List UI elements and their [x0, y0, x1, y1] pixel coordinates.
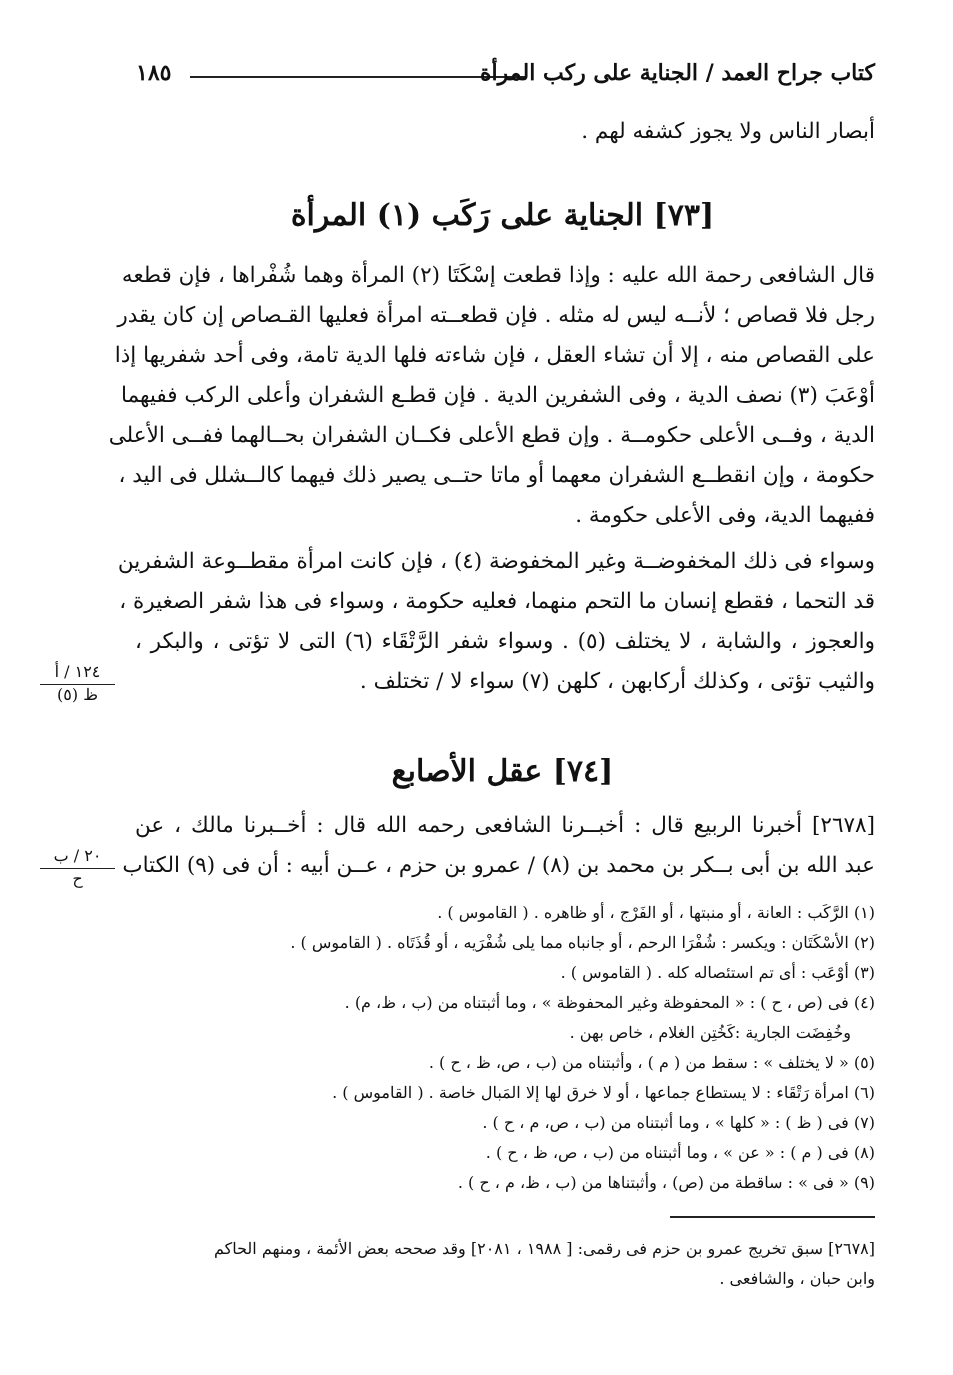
text-line: رجل فلا قصاص ؛ لأنــه ليس له مثله . فإن قطعــته امرأة فعليها القـصاص إن كان يقدر	[117, 303, 875, 328]
footnote: (٣) أوْعَب : أى تم استئصاله كله . ( القاموس ) .	[560, 963, 875, 982]
section-74-title: [٧٤] عقل الأصابع	[391, 754, 614, 789]
text-line: الدية ، وفــى الأعلى حكومــة . وإن قطع الأعلى فكــان الشفران بحــالهما ففــى الأعلى	[108, 423, 875, 448]
section-73-paragraph-2	[117, 542, 875, 702]
page-header	[130, 58, 875, 94]
footnote: (٤) فى (ص ، ح ) : « المحفوظة وغير المحفوظة » ، وما أثبتناه من (ب ، ظ، م) .	[344, 993, 875, 1012]
footnote: (٦) امرأة رَتْقَاء : لا يستطاع جماعها ، أو لا خرق لها إلا المَبال خاصة . ( القاموس ) .	[332, 1083, 875, 1102]
margin-folio-note	[40, 662, 115, 705]
footnote: (٢) الأسْكَتَان : ويكسر : شُفْرَا الرحم ، أو جانباه مما يلى شُفْرَيه ، أو قُذَتَاه . ( القاموس ) .	[290, 933, 875, 952]
running-title: كتاب جراح العمد / الجناية على ركب المرأة	[480, 60, 875, 86]
section-73-title: [٧٣] الجناية على رَكَب (١) المرأة	[290, 198, 715, 233]
text-line: قد التحما ، فقطع إنسان ما التحم منهما، فعليه حكومة ، وسواء فى هذا شفر الصغيرة ،	[119, 589, 875, 614]
section-73-paragraph-1	[108, 256, 875, 536]
source-note-line: وابن حبان ، والشافعى .	[719, 1269, 875, 1288]
text-line: عبد الله بن أبى بــكر بن محمد بن (٨) / عمرو بن حزم ، عــن أبيه : أن فى (٩) الكتاب	[122, 853, 875, 878]
margin-folio-ref: ٢٠ / ب	[40, 846, 115, 869]
footnote: (٨) فى ( م ) : « عن » ، وما أثبتناه من (ب ، ص، ظ ، ح ) .	[485, 1143, 875, 1162]
section-74-text	[122, 806, 875, 886]
margin-folio-ref: ١٢٤ / أ	[40, 662, 115, 685]
margin-folio-note	[40, 846, 115, 889]
opening-text: أبصار الناس ولا يجوز كشفه لهم .	[581, 119, 875, 144]
text-line: والعجوز ، والشابة ، لا يختلف (٥) . وسواء شفر الرَّتْقَاء (٦) التى لا تؤتى ، والبكر ،	[135, 629, 875, 654]
source-note-line: [٢٦٧٨] سبق تخريج عمرو بن حزم فى رقمى: [ ١٩٨٨ ، ٢٠٨١] وقد صححه بعض الأئمة ، ومنهم الحاكم	[213, 1239, 875, 1258]
footnote: (١) الرَّكَب : العانة ، أو منبتها ، أو الفَرْج ، أو ظاهره . ( القاموس ) .	[437, 903, 875, 922]
text-line: أوْعَبَ (٣) نصف الدية ، وفى الشفرين الدية . فإن قطـع الشفران وأعلى الركب ففيهما	[121, 383, 875, 408]
footnote: (٥) « لا يختلف » : سقط من ( م ) ، وأثبتناه من (ب ، ص، ظ ، ح ) .	[428, 1053, 875, 1072]
footnote: (٩) « فى » : ساقطة من (ص) ، وأثبتناها من (ب ، ظ، م ، ح ) .	[457, 1173, 875, 1192]
text-line: قال الشافعى رحمة الله عليه : وإذا قطعت إسْكَتَا (٢) المرأة وهما شُفْراها ، فإن قطعه	[121, 263, 875, 288]
text-line: [٢٦٧٨] أخبرنا الربيع قال : أخبــرنا الشافعى رحمه الله قال : أخــبرنا مالك ، عن	[135, 813, 875, 838]
text-line: وسواء فى ذلك المخفوضــة وغير المخفوضة (٤) ، فإن كانت امرأة مقطــوعة الشفرين	[117, 549, 875, 574]
footnote: (٧) فى ( ظ ) : « كلها » ، وما أثبتناه من (ب ، ص، م ، ح ) .	[482, 1113, 875, 1132]
footnotes	[115, 898, 875, 1198]
text-line: والثيب تؤتى ، وكذلك أركابهن ، كلهن (٧) سواء لا / تختلف .	[359, 669, 875, 694]
source-note-rule	[670, 1216, 875, 1218]
text-line: ففيهما الدية، وفى الأعلى حكومة .	[575, 503, 875, 528]
source-note	[130, 1234, 875, 1294]
margin-ms-siglum: ح	[72, 869, 83, 888]
header-rule	[190, 76, 525, 78]
margin-ms-siglum: ظ (٥)	[57, 685, 98, 704]
page-number: ١٨٥	[136, 60, 172, 86]
text-line: حكومة ، وإن انقطــع الشفران معهما أو ماتا حتــى يصير ذلك فيهما كالــشلل فى اليد ،	[118, 463, 875, 488]
text-line: على القصاص منه ، إلا أن تشاء العقل ، فإن شاءته فلها الدية تامة، وفى أحد شفريها إذا	[114, 343, 875, 368]
footnote: وخُفِضَت الجارية :كَخُتِن الغلام ، خاص بهن .	[569, 1023, 851, 1042]
opening-line	[135, 112, 875, 152]
